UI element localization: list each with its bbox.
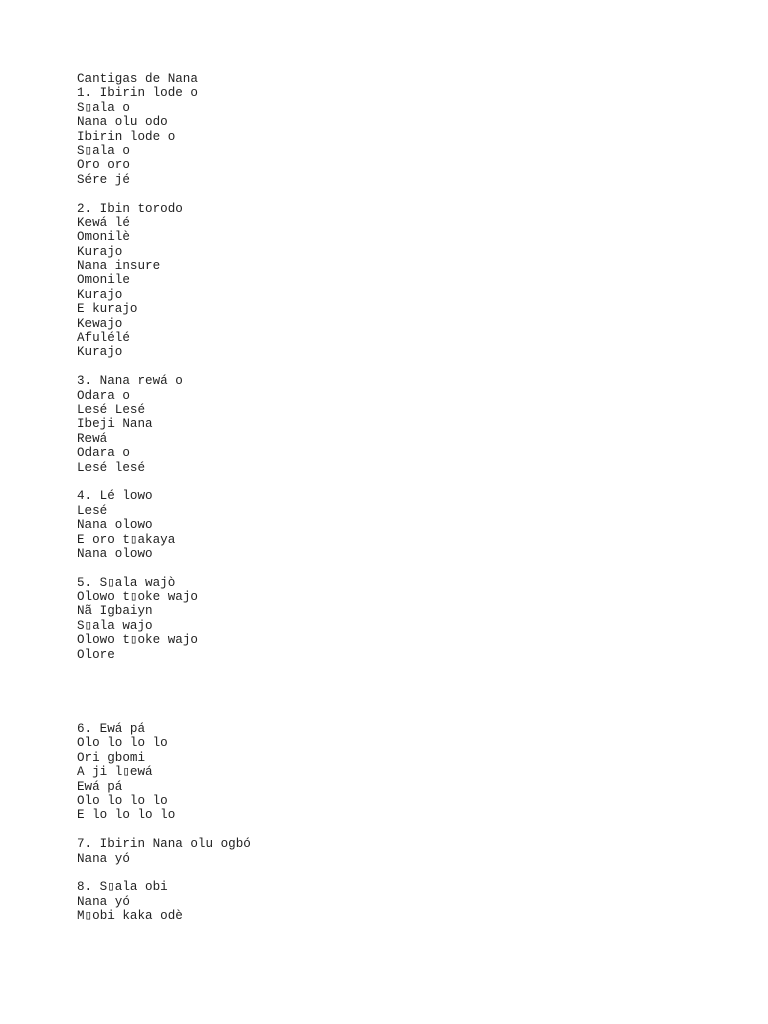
song-line: S▯ala o: [77, 100, 130, 115]
song-line: Sére jé: [77, 172, 130, 187]
song-line: 7. Ibirin Nana olu ogbó: [77, 837, 251, 852]
stanza-gap: [77, 823, 677, 837]
stanza-gap: [77, 561, 677, 575]
song-line: Odara o: [77, 446, 130, 461]
song-line: 2. Ibin torodo: [77, 201, 183, 216]
song-4: [77, 489, 677, 561]
song-line: S▯ala wajo: [77, 618, 153, 633]
song-line: Afulélé: [77, 331, 130, 346]
song-line: 5. S▯ala wajò: [77, 575, 176, 590]
song-line: Lesé: [77, 503, 108, 518]
stanza-gap: [77, 187, 677, 201]
song-line: Lesé lesé: [77, 460, 146, 475]
stanza-gap: [77, 360, 677, 374]
song-1: [77, 86, 677, 187]
song-line: Omonilè: [77, 230, 130, 245]
song-8: [77, 880, 677, 923]
song-line: Kewá lé: [77, 215, 130, 230]
song-7: [77, 837, 677, 866]
song-line: Nana yó: [77, 851, 130, 866]
lyrics-block-lower: [77, 722, 677, 923]
song-3: [77, 374, 677, 475]
song-line: Ewá pá: [77, 779, 123, 794]
song-line: 1. Ibirin lode o: [77, 86, 198, 101]
song-line: Kurajo: [77, 287, 123, 302]
song-line: Ibirin lode o: [77, 129, 176, 144]
song-line: S▯ala o: [77, 143, 130, 158]
song-line: Nana olowo: [77, 546, 153, 561]
song-line: Omonile: [77, 273, 130, 288]
song-line: A ji l▯ewá: [77, 765, 153, 780]
song-line: Olowo t▯oke wajo: [77, 633, 198, 648]
document-title: Cantigas de Nana: [77, 72, 198, 86]
song-line: E kurajo: [77, 302, 138, 317]
song-line: 3. Nana rewá o: [77, 374, 183, 389]
lyrics-block-upper: [77, 72, 677, 662]
song-6: [77, 722, 677, 823]
song-line: Nana insure: [77, 259, 161, 274]
song-line: Olore: [77, 647, 115, 662]
song-line: Olo lo lo lo: [77, 736, 168, 751]
song-line: Nana yó: [77, 894, 130, 909]
song-line: E lo lo lo lo: [77, 808, 176, 823]
song-line: Nana olu odo: [77, 115, 168, 130]
song-line: E oro t▯akaya: [77, 532, 176, 547]
song-line: Ori gbomi: [77, 750, 146, 765]
song-line: Odara o: [77, 388, 130, 403]
song-line: Olo lo lo lo: [77, 793, 168, 808]
song-line: Lesé Lesé: [77, 402, 146, 417]
song-line: 6. Ewá pá: [77, 722, 146, 736]
song-line: Olowo t▯oke wajo: [77, 590, 198, 605]
song-line: 4. Lé lowo: [77, 489, 153, 504]
song-5: [77, 576, 677, 662]
stanza-gap: [77, 475, 677, 489]
song-line: 8. S▯ala obi: [77, 880, 168, 895]
song-line: Kewajo: [77, 316, 123, 331]
song-2: [77, 202, 677, 360]
song-line: Kurajo: [77, 244, 123, 259]
song-line: Nana olowo: [77, 518, 153, 533]
song-line: Oro oro: [77, 158, 130, 173]
song-line: Kurajo: [77, 345, 123, 360]
song-line: Nã Igbaiyn: [77, 604, 153, 619]
song-line: M▯obi kaka odè: [77, 909, 183, 924]
song-line: Ibeji Nana: [77, 417, 153, 432]
song-line: Rewá: [77, 431, 108, 446]
stanza-gap: [77, 866, 677, 880]
